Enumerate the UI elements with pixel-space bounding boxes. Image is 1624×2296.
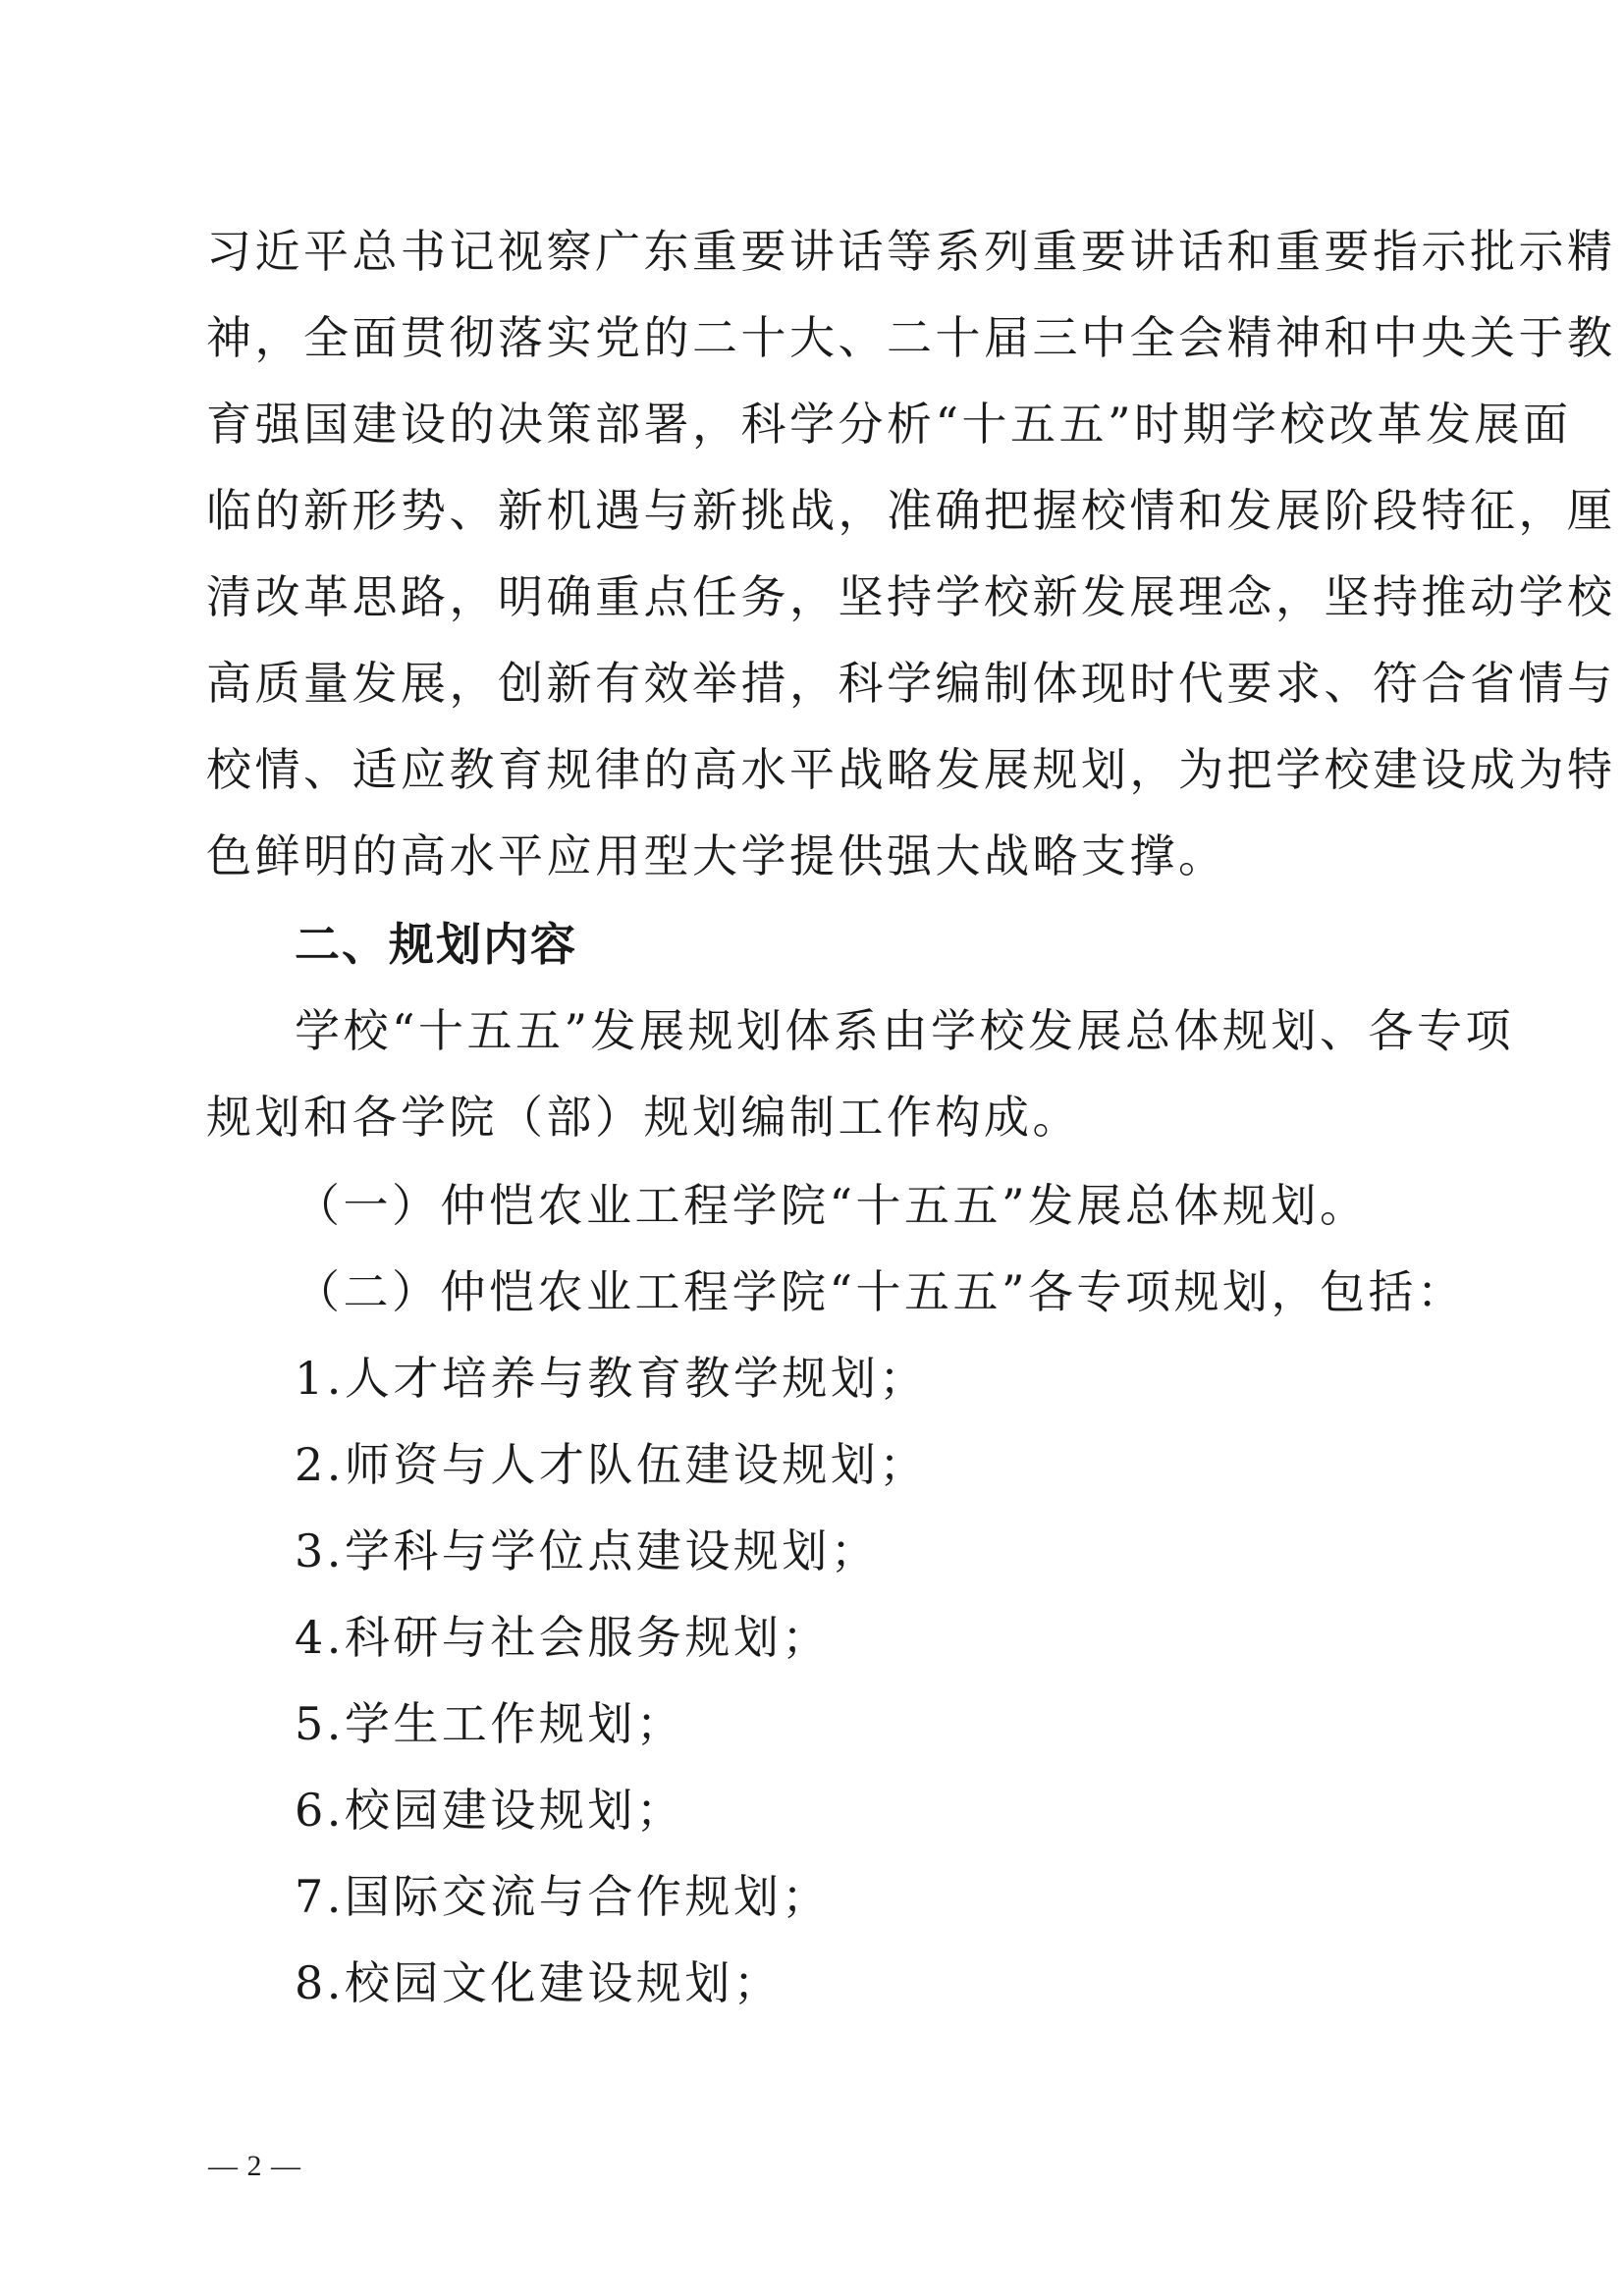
paragraph-line: 习近平总书记视察广东重要讲话等系列重要讲话和重要指示批示精 bbox=[206, 225, 1616, 278]
sub-item-overall-plan: （一）仲恺农业工程学院“十五五”发展总体规划。 bbox=[295, 1179, 1369, 1232]
page-number: — 2 — bbox=[208, 2150, 301, 2182]
plan-list-item: 8.校园文化建设规划； bbox=[295, 1956, 783, 2009]
plan-list-item: 2.师资与人才队伍建设规划； bbox=[295, 1438, 928, 1491]
paragraph-line: 神，全面贯彻落实党的二十大、二十届三中全会精神和中央关于教 bbox=[206, 311, 1616, 364]
plan-list-item: 6.校园建设规划； bbox=[295, 1784, 685, 1837]
plan-list-item: 3.学科与学位点建设规划； bbox=[295, 1524, 880, 1577]
plan-list-item: 7.国际交流与合作规划； bbox=[295, 1870, 831, 1923]
paragraph-line: 高质量发展，创新有效举措，科学编制体现时代要求、符合省情与 bbox=[206, 657, 1616, 710]
paragraph-line: 清改革思路，明确重点任务，坚持学校新发展理念，坚持推动学校 bbox=[206, 570, 1616, 623]
paragraph-line: 色鲜明的高水平应用型大学提供强大战略支撑。 bbox=[206, 829, 1227, 882]
sub-item-special-plans: （二）仲恺农业工程学院“十五五”各专项规划，包括： bbox=[295, 1265, 1466, 1318]
section-heading: 二、规划内容 bbox=[295, 918, 577, 971]
paragraph-line: 临的新形势、新机遇与新挑战，准确把握校情和发展阶段特征，厘 bbox=[206, 484, 1616, 537]
intro-line: 规划和各学院（部）规划编制工作构成。 bbox=[206, 1091, 1081, 1144]
plan-list-item: 1.人才培养与教育教学规划； bbox=[295, 1352, 928, 1405]
intro-line: 学校“十五五”发展规划体系由学校发展总体规划、各专项 bbox=[295, 1004, 1515, 1057]
plan-list-item: 5.学生工作规划； bbox=[295, 1697, 685, 1750]
paragraph-line: 育强国建设的决策部署，科学分析“十五五”时期学校改革发展面 bbox=[206, 398, 1572, 451]
paragraph-line: 校情、适应教育规律的高水平战略发展规划，为把学校建设成为特 bbox=[206, 743, 1616, 796]
plan-list-item: 4.科研与社会服务规划； bbox=[295, 1611, 831, 1664]
